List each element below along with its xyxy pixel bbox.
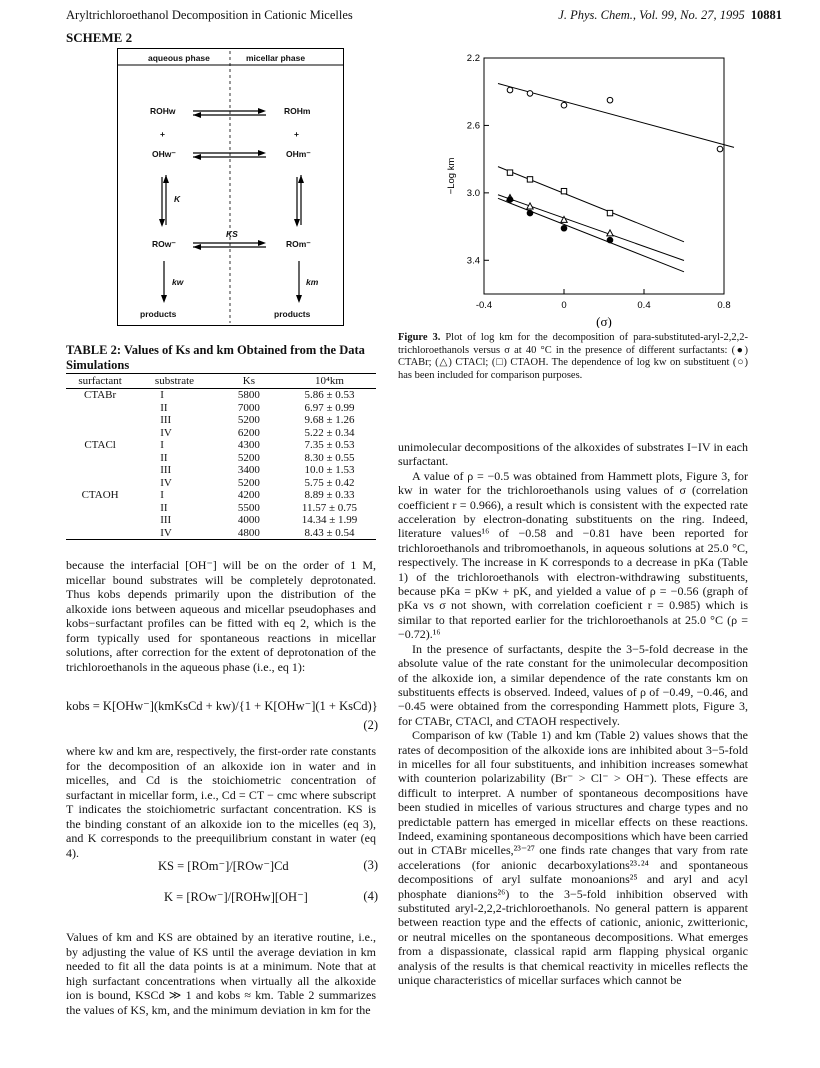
scheme-diagram [117,48,344,326]
table-cell: 4000 [237,514,260,526]
left-column-3 [66,930,376,1017]
paragraph: A value of ρ = −0.5 was obtained from Hammett plots, Figure 3, for kw in water for the trichloroethanols using values of σ (correlation coefficient r = 0.966), a result which is consistent with the expected rate acceleration by electron-donating substituents on the ring. Indeed, literature values¹⁶ of −0.58 and −0.81 have been reported for trichloroethanols and tribromoethanols, in aqueous solutions at 25.0 °C, respectively. The increase in K corresponds to a decrease in pKa (Table 1) of the trichloroethanols with electron-withdrawing substituents, because pKa = pKw + pK, and yielded a value of ρ = −0.56 (graph of pKa vs σ not shown, with correlation coeficient r = 0.985) which is similar to that reported earlier for the trichloroethanols at 25.0 °C (ρ = −0.72).¹⁶ [398,468,748,642]
plus-right: + [294,129,299,139]
table-cell: 5.75 ± 0.42 [304,476,355,489]
table-row [66,402,376,415]
oh-w: OHw⁻ [152,149,176,159]
chart-svg [440,48,740,328]
table-cell: II [160,451,168,464]
table-cell [66,514,134,527]
y-tick-label: 2.6 [466,120,480,132]
micellar-phase-label: micellar phase [246,53,306,63]
table-cell: 5.22 ± 0.34 [304,426,355,439]
x-tick-label: 0.8 [717,300,731,311]
col-header: 10⁴km [283,374,376,389]
paragraph: Values of km and KS are obtained by an iterative routine, i.e., by adjusting the value of KS until the average deviation in km needed to fit all the data points is at a minimum. Note that at high surfactant concentrations when virtually all the alkoxide ion is bound, KSCd ≫ 1 and kobs ≈ km. Table 2 summarizes the values of KS, km, and the minimum deviation in km for the [66,930,376,1017]
table-cell: CTAOH [81,489,119,501]
caption-text: Plot of log km for the decomposition of para-substituted-aryl-2,2,2-trichloroethanols versus σ at 40 °C in the presence of different surfactants: (●) CTABr; (△) CTACl; (□) CTAOH. The dependence of log kw on substituent (○) has been included for comparison purposes. [398,332,748,381]
table-cell: CTABr [84,389,117,401]
col-header: Ks [215,374,283,389]
paragraph: where kw and km are, respectively, the first-order rate constants for the decomposition of an alkoxide ion in water and in micelles, and Cd is the stoichiometric concentration of surfactant in micellar form, i.e., Cd = CT − cmc where subscript T indicates the stoichiometric surfactant concentration. KS is the binding constant of an alkoxide ion to the micelles (eq 3), and K corresponds to the preequilibrium constant in water (eq 4). [66,744,376,860]
paragraph: because the interfacial [OH⁻] will be on the order of 1 M, micellar bound substrates will be completely deprotonated. Thus kobs depends primarily upon the distribution of the alkoxide ions between aqueous and micellar pseudophases and kobs−surfactant profiles can be fitted with eq 2, which is the form typically used for spontaneous reactions in micellar solutions, after correction for the extent of deprotonation of the trichloroethanols in the aqueous phase (i.e., eq 1): [66,558,376,674]
Ks-label: KS [226,229,238,239]
table-cell [66,464,134,477]
caption-label: Figure 3. [398,332,441,343]
y-tick-label: 3.0 [466,187,480,199]
table-cell: 11.57 ± 0.75 [301,501,358,514]
paragraph: unimolecular decompositions of the alkoxides of substrates I−IV in each surfactant. [398,440,748,469]
table-cell: 7.35 ± 0.53 [304,439,355,451]
table-row [66,452,376,465]
table-cell: 10.0 ± 1.53 [304,464,355,476]
table-cell [66,502,134,515]
table-cell: III [160,514,172,526]
table-row [66,427,376,440]
table-cell [66,452,134,465]
table-cell: 8.89 ± 0.33 [304,489,355,501]
point-open-circle [607,97,613,103]
point-filled-circle [561,225,567,231]
y-tick-label: 3.4 [466,255,480,267]
table-cell: 7000 [237,401,260,414]
col-header: surfactant [66,374,134,389]
table-cell: 6.97 ± 0.99 [304,401,355,414]
kw-label: kw [172,277,184,287]
table-cell: IV [134,527,215,540]
table-row [66,414,376,427]
table-header-row [66,374,376,389]
plus-left: + [160,129,165,139]
table-cell: 14.34 ± 1.99 [301,514,358,526]
equation-2-number: (2) [363,718,378,732]
products-left: products [140,309,177,319]
table-cell: 4300 [237,439,260,451]
table-cell: I [160,389,164,401]
right-column [398,440,748,987]
scheme-title: SCHEME 2 [66,30,133,45]
point-open-square [507,170,512,175]
page-number: 10881 [750,8,782,22]
table-cell [66,427,134,440]
km-label: km [306,277,319,287]
table-cell: 3400 [237,464,260,476]
figure-3-chart [440,48,740,328]
table-cell: I [160,489,164,501]
fit-line [498,84,734,148]
table-cell: 5800 [237,389,260,401]
table-cell [66,402,134,415]
x-tick-label: 0.4 [637,300,651,311]
point-open-circle [507,87,513,93]
oh-m: OHm⁻ [286,149,311,159]
table-cell: 8.43 ± 0.54 [283,527,376,540]
left-column-2 [66,744,376,860]
table-cell: 4800 [215,527,283,540]
roh-m: ROHm [284,106,311,116]
point-open-triangle [527,203,533,209]
point-open-square [561,188,566,193]
table-cell [66,527,134,540]
table-row [66,477,376,490]
K-label: K [174,194,181,204]
point-open-circle [561,102,567,108]
table-cell: 8.30 ± 0.55 [304,451,355,464]
data-table [66,373,376,540]
running-header: Aryltrichloroethanol Decomposition in Cationic Micelles [66,8,353,22]
equation-4: K = [ROw⁻]/[ROHw][OH⁻] [164,890,308,904]
table-row [66,502,376,515]
table-row [66,464,376,477]
y-tick-label: 2.2 [466,53,480,64]
table-row [66,439,376,452]
ro-w: ROw⁻ [152,239,176,249]
table-cell: II [160,501,168,514]
table-cell: 5200 [237,451,260,464]
point-open-circle [527,91,533,97]
ro-m: ROm⁻ [286,239,311,249]
journal-citation: J. Phys. Chem., Vol. 99, No. 27, 1995 [558,8,745,22]
table-cell: 4200 [237,489,260,501]
figure-caption [398,332,748,382]
paragraph: In the presence of surfactants, despite the 3−5-fold decrease in the absolute value of the rate constant for the unimolecular decomposition of the alkoxide ion, a similar dependence of the rate constants km on substituents effects is observed. Indeed, values of ρ of −0.49, −0.46, and −0.45 were obtained from the corresponding Hammett plots, Figure 3, for CTABr, CTACl, and CTAOH respectively. [398,641,748,728]
table-row [66,514,376,527]
table-cell: I [160,439,164,451]
equation-3-number: (3) [363,858,378,872]
x-tick-label: -0.4 [475,300,493,311]
y-axis-label: −Log km [446,157,457,195]
table-cell: 5200 [237,476,260,489]
left-column [66,558,376,674]
fit-line [498,198,684,271]
table-cell [66,414,134,427]
products-right: products [274,309,311,319]
table-row [66,389,376,402]
point-filled-circle [527,210,533,216]
table-row [66,527,376,540]
table-cell: 9.68 ± 1.26 [304,414,355,426]
table-cell: IV [160,476,172,489]
journal-header [558,8,782,23]
table-cell: II [160,401,168,414]
paragraph: Comparison of kw (Table 1) and km (Table 2) values shows that the rates of decomposition of the alkoxide ions are inhibited about 3−5-fold in micelles for all four substituents, and inhibition increases somewhat with counterion polarizability (Br⁻ > Cl⁻ > OH⁻). These effects are difficult to interpret. A number of spontaneous decompositions have been studied in micelles of various structures and charge types and no predictable pattern has emerged in micellar effects on these reactions. Indeed, examining spontaneous decompositions which have been carried out in CTABr micelles,²³⁻²⁷ one finds rate changes that vary from rate accelerations (for anionic decarboxylations²³·²⁴ and spontaneous decompositions of aryl sulfate monoanions²⁵ and aryl and acyl phosphate dianions²⁶) to the 3−5-fold inhibition observed with substituted aryl-2,2,2-trichloroethanols. No general pattern is apparent between reaction type and the effects of cationic, anionic, zwitterionic, or neutral micelles on the spontaneous decompositions. What emerges from a dispassionate, classical rapid arm flapping physical organic analysis of the results is that chemical reactivity in micelles reflects the unique characteristics of micellar surfaces which cannot be [398,728,748,988]
point-open-circle [717,146,723,152]
point-filled-circle [607,237,613,243]
table-cell [66,477,134,490]
table-cell: III [160,414,172,426]
table-cell: 5.86 ± 0.53 [304,389,355,401]
table-cell: 6200 [237,426,260,439]
table-title: TABLE 2: Values of Ks and km Obtained from the Data Simulations [66,343,365,372]
table-cell: CTACl [84,439,116,451]
point-filled-circle [507,197,513,203]
col-header: substrate [134,374,215,389]
x-axis-label: (σ) [596,314,612,328]
point-open-square [607,210,612,215]
equation-2: kobs = K[OHw⁻](kmKsCd + kw)/{1 + K[OHw⁻](1 + KsCd)} [66,699,378,713]
x-tick-label: 0 [561,300,567,311]
table-cell: III [160,464,172,476]
equation-4-number: (4) [363,889,378,903]
table-cell: 5500 [237,501,260,514]
point-open-triangle [607,230,613,236]
table-cell: 5200 [237,414,260,426]
point-open-square [527,177,532,182]
aqueous-phase-label: aqueous phase [148,53,210,63]
table-cell: IV [160,426,172,439]
table-row [66,489,376,502]
equation-3: KS = [ROm⁻]/[ROw⁻]Cd [158,859,289,873]
roh-w: ROHw [150,106,176,116]
